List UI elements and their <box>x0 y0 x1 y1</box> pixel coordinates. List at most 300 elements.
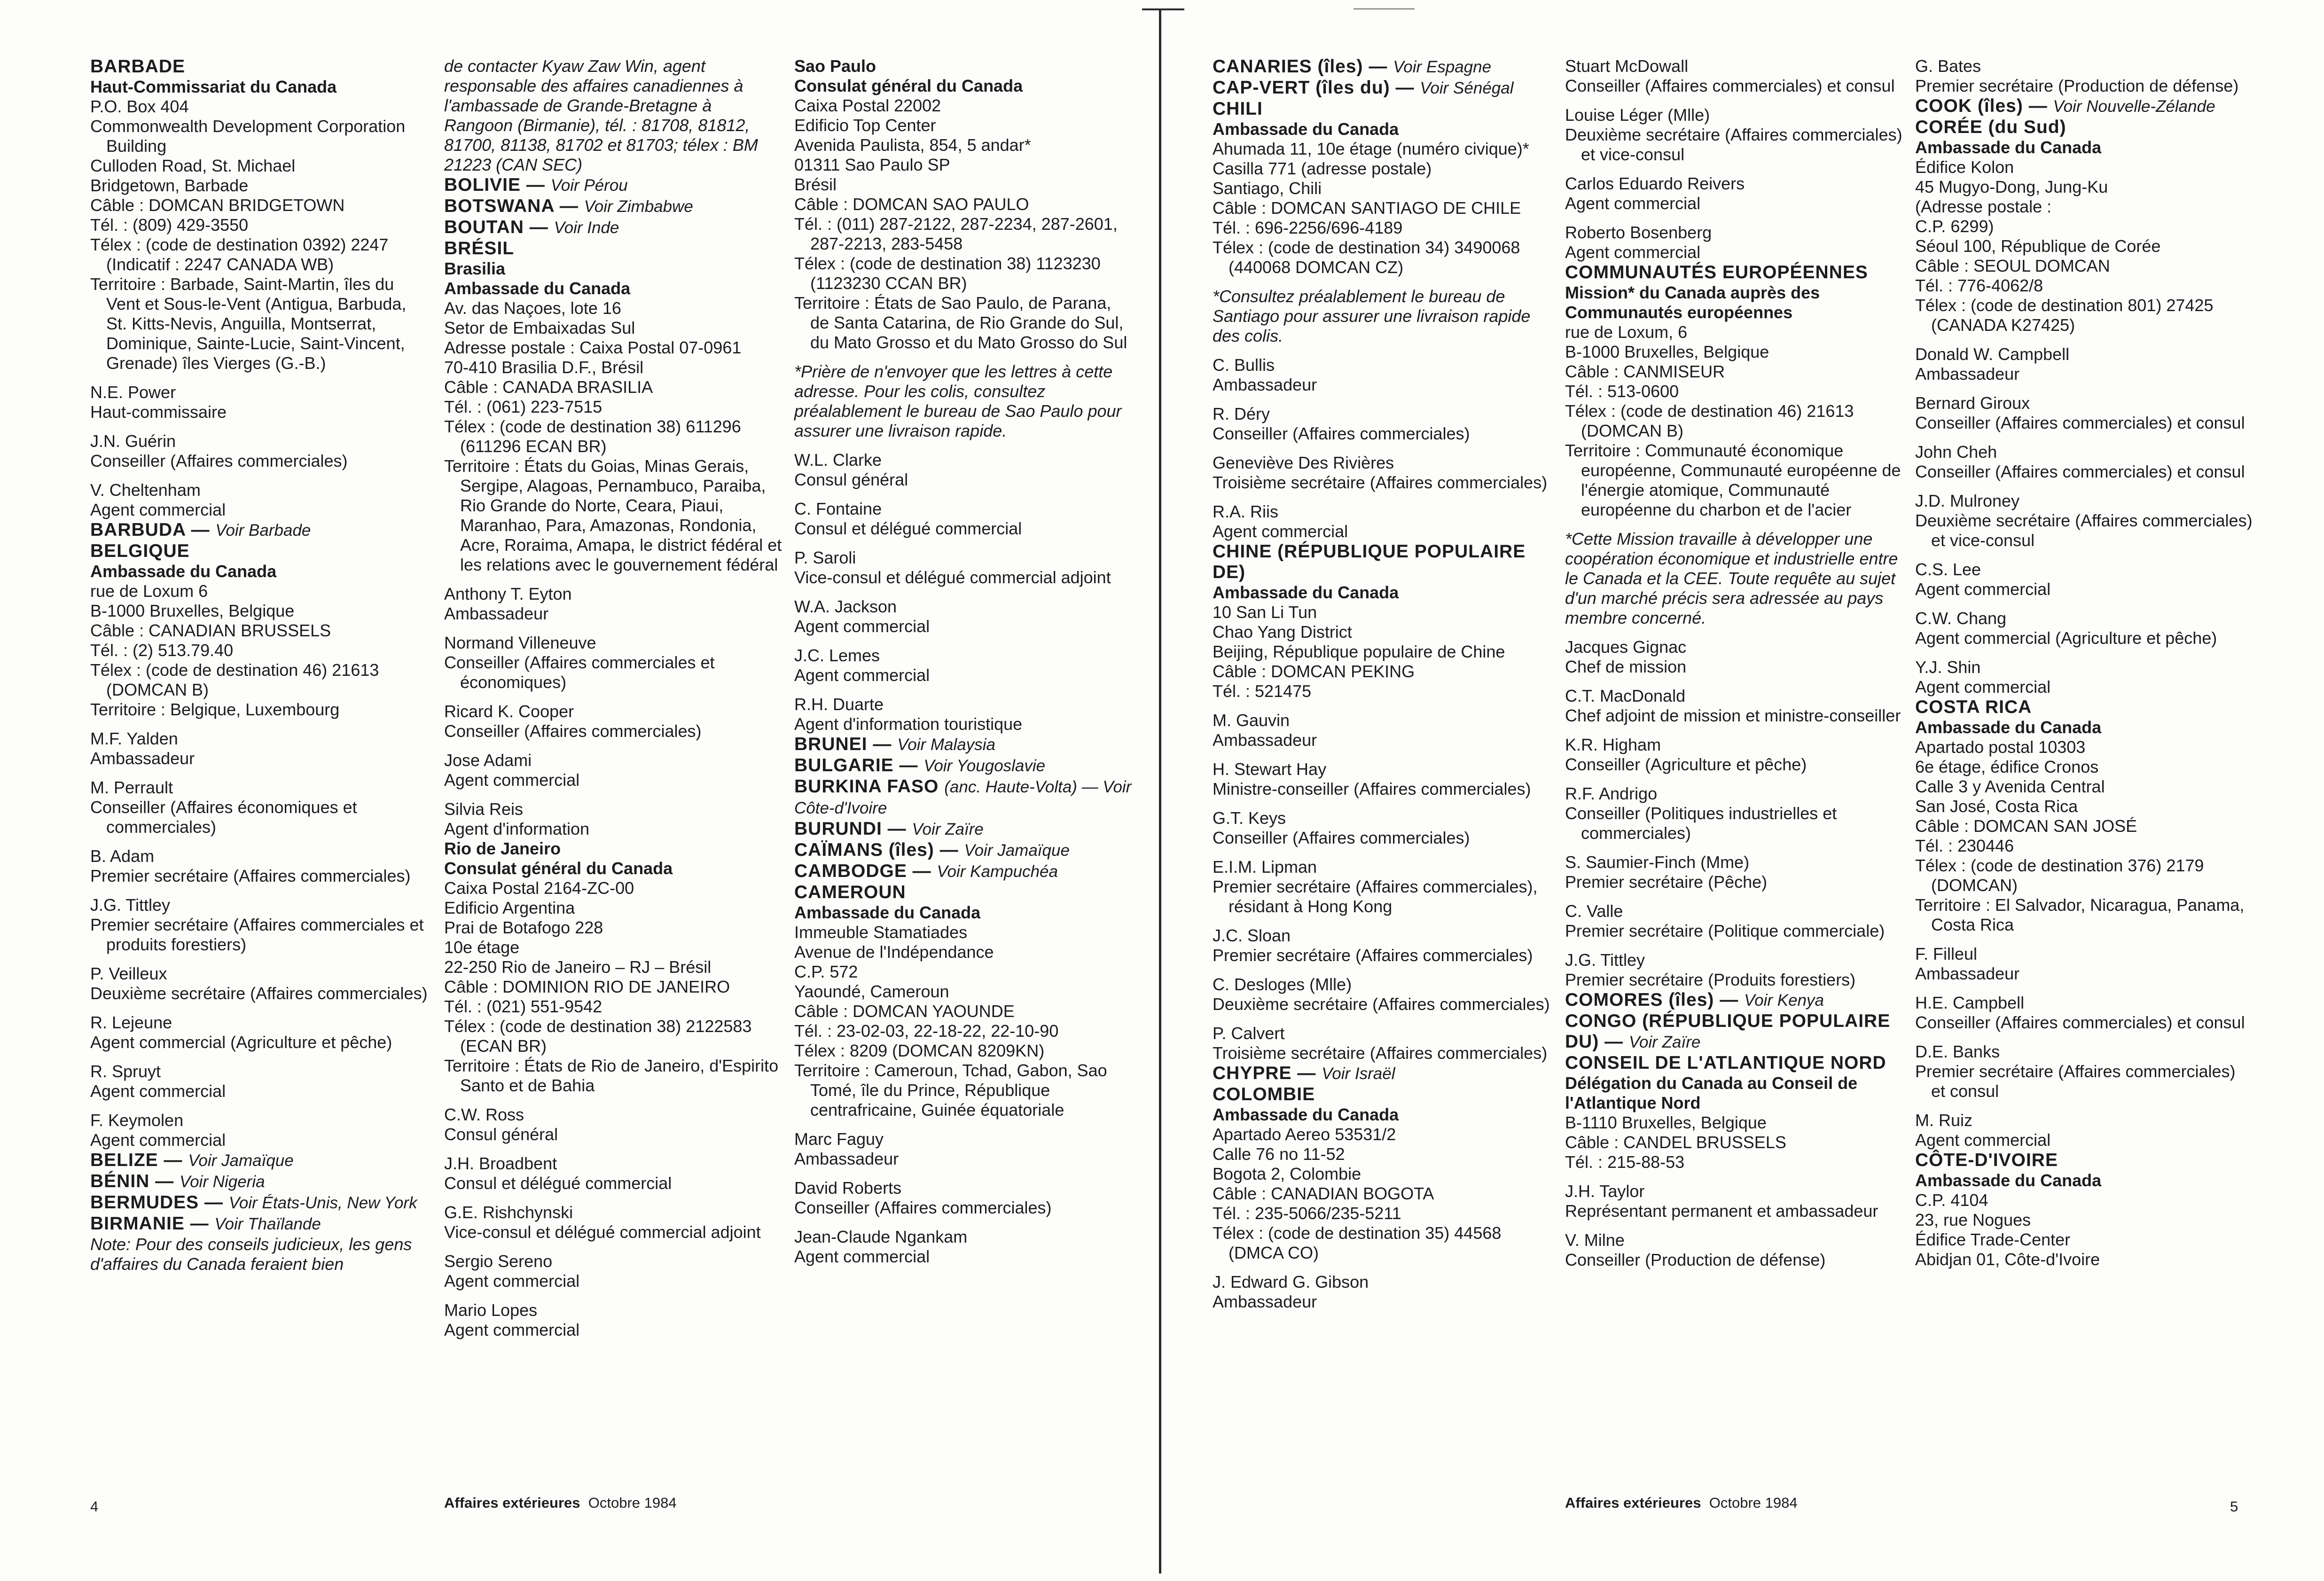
address-line: (Adresse postale : <box>1915 197 2052 216</box>
staff-entry <box>1565 56 1903 96</box>
staff-entry <box>794 499 1133 539</box>
staff-name: C.S. Lee <box>1915 560 1981 579</box>
staff-entry <box>90 480 429 520</box>
country-name: BÉNIN — <box>90 1171 174 1191</box>
staff-name: J.G. Tittley <box>1565 950 1645 970</box>
staff-entry <box>1915 560 2254 599</box>
top-rule <box>1354 8 1415 9</box>
address-line: Tél. : (021) 551-9542 <box>444 997 603 1016</box>
staff-entry <box>1915 344 2254 384</box>
address-line: Télex : (code de destination 46) 21613 (DOMCAN B) <box>90 660 379 699</box>
mission-name: Ambassade du Canada <box>1915 1171 2102 1190</box>
left-page-column-2 <box>444 56 782 1340</box>
staff-role: Consul et délégué commercial <box>444 1174 672 1193</box>
staff-role: Agent commercial <box>1565 243 1701 262</box>
address-line: Câble : DOMCAN YAOUNDE <box>794 1002 1015 1021</box>
staff-name: J.N. Guérin <box>90 431 176 451</box>
staff-role: Premier secrétaire (Affaires commerciales) et consul <box>1915 1062 2236 1101</box>
staff-entry <box>90 1013 429 1052</box>
staff-name: W.L. Clarke <box>794 450 882 470</box>
staff-role: Ambassadeur <box>90 749 195 768</box>
staff-entry <box>794 597 1133 636</box>
staff-name: C. Valle <box>1565 901 1623 921</box>
address-line: Tél. : (061) 223-7515 <box>444 397 603 416</box>
address-line: Télex : (code de destination 376) 2179 (DOMCAN) <box>1915 856 2204 895</box>
address-line: Territoire : Cameroun, Tchad, Gabon, Sao Tomé, île du Prince, République centrafricaine, Guinée équatoriale <box>794 1061 1107 1119</box>
country-name: BERMUDES — <box>90 1192 224 1213</box>
staff-entry <box>794 1227 1133 1267</box>
right-footer <box>1565 1495 1798 1511</box>
staff-entry <box>444 1154 782 1193</box>
country-name: CANARIES (îles) — <box>1213 56 1388 77</box>
cross-reference <box>1213 1063 1551 1084</box>
cross-reference <box>1213 56 1551 78</box>
mission-name: Ambassade du Canada <box>1213 119 1399 139</box>
staff-role: Conseiller (Affaires économiques et commerciales) <box>90 798 357 837</box>
cross-reference <box>1565 1011 1903 1053</box>
staff-role: Vice-consul et délégué commercial adjoint <box>444 1222 761 1242</box>
country-heading: COMMUNAUTÉS EUROPÉENNES <box>1565 262 1868 282</box>
staff-role: Agent commercial <box>90 1130 226 1150</box>
staff-entry <box>1565 901 1903 941</box>
address-line: Edificio Argentina <box>444 898 575 917</box>
staff-entry <box>1915 56 2254 96</box>
country-name: CONGO (RÉPUBLIQUE POPULAIRE DU) — <box>1565 1011 1891 1052</box>
cross-reference <box>794 840 1133 861</box>
staff-role: Premier secrétaire (Pêche) <box>1565 872 1768 892</box>
address-line: Télex : (code de destination 0392) 2247 (Indicatif : 2247 CANADA WB) <box>90 235 389 274</box>
staff-role: Chef de mission <box>1565 657 1687 676</box>
staff-role: Conseiller (Agriculture et pêche) <box>1565 755 1807 774</box>
country-name: COMORES (îles) — <box>1565 990 1739 1010</box>
country-name: CAMBODGE — <box>794 861 931 881</box>
staff-name: C.W. Ross <box>444 1105 524 1124</box>
staff-entry <box>1213 857 1551 916</box>
staff-entry <box>1915 993 2254 1033</box>
staff-name: Donald W. Campbell <box>1915 344 2070 364</box>
address-line: Commonwealth Development Corporation Building <box>90 117 406 156</box>
staff-entry <box>1213 453 1551 493</box>
mission-name: Consulat général du Canada <box>794 76 1023 95</box>
staff-entry <box>90 778 429 837</box>
address-line: Avenida Paulista, 854, 5 andar* <box>794 135 1031 155</box>
staff-entry <box>1915 944 2254 984</box>
staff-role: Conseiller (Affaires commerciales) <box>444 721 702 741</box>
staff-entry <box>794 646 1133 685</box>
staff-name: P. Veilleux <box>90 964 167 983</box>
country-name: BOUTAN — <box>444 217 548 237</box>
address-line: Yaoundé, Cameroun <box>794 982 949 1001</box>
staff-entry <box>90 846 429 886</box>
staff-role: Conseiller (Affaires commerciales) <box>794 1198 1052 1217</box>
staff-role: Agent commercial <box>90 500 226 519</box>
staff-role: Premier secrétaire (Affaires commerciales) <box>90 866 411 885</box>
see-reference: Voir Thaïlande <box>214 1215 321 1233</box>
staff-role: Ministre-conseiller (Affaires commerciales) <box>1213 779 1531 798</box>
staff-name: M.F. Yalden <box>90 729 178 748</box>
staff-entry <box>1213 355 1551 395</box>
address-line: 22-250 Rio de Janeiro – RJ – Brésil <box>444 957 712 977</box>
staff-role: Premier secrétaire (Politique commerciale) <box>1565 921 1885 940</box>
address-line: Edificio Top Center <box>794 116 936 135</box>
staff-entry <box>444 1203 782 1242</box>
left-footer-title: Affaires extérieures <box>444 1495 580 1511</box>
address-line: Bogota 2, Colombie <box>1213 1164 1362 1183</box>
staff-name: Mario Lopes <box>444 1300 538 1320</box>
staff-name: G.E. Rishchynski <box>444 1203 573 1222</box>
staff-entry <box>1213 926 1551 965</box>
address-line: Bridgetown, Barbade <box>90 176 249 195</box>
address-line: Territoire : États du Goias, Minas Gerais, Sergipe, Alagoas, Pernambuco, Paraiba, Rio Grande do Norte, Ceara, Piaui, Maranhao, Para, Amazonas, Rondonia, Acre, Roraima, Amapa, le district fédéral et les relations avec le gouvernement fédéral <box>444 456 782 574</box>
staff-role: Troisième secrétaire (Affaires commerciales) <box>1213 1043 1548 1063</box>
staff-entry <box>1565 174 1903 213</box>
staff-entry <box>1213 759 1551 799</box>
address-line: 23, rue Nogues <box>1915 1210 2031 1229</box>
note-text: *Cette Mission travaille à développer une coopération économique et industrielle entre le Canada et la CEE. Toute requête au sujet d'un marché précis sera adressée au pays membre concerné. <box>1565 529 1898 627</box>
staff-role: Vice-consul et délégué commercial adjoint <box>794 568 1111 587</box>
country-name: CHYPRE — <box>1213 1063 1316 1083</box>
staff-role: Agent d'information <box>444 819 590 838</box>
address-line: Tél. : (2) 513.79.40 <box>90 641 234 660</box>
right-footer-title: Affaires extérieures <box>1565 1495 1701 1511</box>
staff-entry <box>1565 105 1903 164</box>
staff-name: G. Bates <box>1915 56 1981 76</box>
see-reference: Voir Zaïre <box>1629 1033 1701 1051</box>
address-line: Abidjan 01, Côte-d'Ivoire <box>1915 1250 2100 1269</box>
country-heading: CORÉE (du Sud) <box>1915 117 2066 137</box>
staff-role: Deuxième secrétaire (Affaires commerciales) <box>90 984 428 1003</box>
staff-name: R.F. Andrigo <box>1565 784 1658 803</box>
staff-entry <box>1213 975 1551 1014</box>
staff-entry <box>1565 950 1903 990</box>
staff-name: C.T. MacDonald <box>1565 686 1686 705</box>
see-reference: Voir Inde <box>554 219 619 237</box>
mission-name: Rio de Janeiro <box>444 839 561 858</box>
staff-role: Deuxième secrétaire (Affaires commerciales) et vice-consul <box>1915 511 2253 550</box>
cross-reference <box>444 196 782 217</box>
staff-role: Chef adjoint de mission et ministre-conseiller <box>1565 706 1901 725</box>
staff-role: Conseiller (Affaires commerciales) et consul <box>1915 1013 2245 1032</box>
see-reference: Voir Kampuchéa <box>937 862 1058 881</box>
address-line: Caixa Postal 2164-ZC-00 <box>444 878 634 898</box>
staff-role: Premier secrétaire (Production de défense) <box>1915 76 2239 95</box>
staff-entry <box>1565 735 1903 775</box>
cross-reference <box>90 1171 429 1192</box>
address-line: Câble : CANADIAN BRUSSELS <box>90 621 331 640</box>
staff-name: V. Cheltenham <box>90 480 201 500</box>
mission-name: Sao Paulo <box>794 56 876 76</box>
address-line: Calle 3 y Avenida Central <box>1915 777 2105 796</box>
address-line: Calle 76 no 11-52 <box>1213 1144 1345 1164</box>
staff-name: B. Adam <box>90 846 155 866</box>
staff-role: Agent commercial (Agriculture et pêche) <box>90 1033 392 1052</box>
address-line: Tél. : 513-0600 <box>1565 382 1679 401</box>
staff-name: Anthony T. Eyton <box>444 584 572 603</box>
staff-role: Agent commercial <box>90 1081 226 1101</box>
staff-role: Deuxième secrétaire (Affaires commerciales) et vice-consul <box>1565 125 1902 164</box>
country-heading: CHINE (RÉPUBLIQUE POPULAIRE DE) <box>1213 541 1526 582</box>
staff-role: Conseiller (Affaires commerciales) <box>90 451 348 470</box>
staff-entry <box>90 1062 429 1101</box>
staff-role: Conseiller (Affaires commerciales) et consul <box>1915 462 2245 481</box>
staff-name: Silvia Reis <box>444 799 524 819</box>
staff-entry <box>90 431 429 471</box>
left-page-column-1 <box>90 56 429 1274</box>
note-text: *Prière de n'envoyer que les lettres à cette adresse. Pour les colis, consultez préalablement le bureau de Sao Paulo pour assurer une livraison rapide. <box>794 362 1122 440</box>
staff-entry <box>1565 1230 1903 1270</box>
staff-name: C. Bullis <box>1213 355 1275 375</box>
see-reference: Voir Espagne <box>1393 58 1492 76</box>
staff-role: Agent commercial (Agriculture et pêche) <box>1915 628 2217 648</box>
staff-role: Premier secrétaire (Affaires commerciales et produits forestiers) <box>90 915 424 954</box>
address-line: Télex : (code de destination 34) 3490068 (440068 DOMCAN CZ) <box>1213 238 1520 277</box>
country-heading: CONSEIL DE L'ATLANTIQUE NORD <box>1565 1053 1886 1073</box>
address-line: Caixa Postal 22002 <box>794 96 941 115</box>
address-line: Tél. : 235-5066/235-5211 <box>1213 1204 1401 1223</box>
staff-entry <box>1915 1111 2254 1150</box>
mission-name: Ambassade du Canada <box>1915 138 2102 157</box>
see-reference: Voir Sénégal <box>1420 79 1514 97</box>
address-line: San José, Costa Rica <box>1915 797 2078 816</box>
staff-role: Premier secrétaire (Produits forestiers) <box>1565 970 1856 989</box>
staff-entry <box>1915 1042 2254 1101</box>
staff-name: H. Stewart Hay <box>1213 759 1327 779</box>
staff-entry <box>90 383 429 422</box>
cross-reference <box>90 1150 429 1171</box>
staff-name: J.C. Lemes <box>794 646 880 665</box>
staff-name: R. Déry <box>1213 404 1270 423</box>
address-line: Édifice Kolon <box>1915 157 2014 177</box>
address-line: 10 San Li Tun <box>1213 603 1317 622</box>
mission-name: Haut-Commissariat du Canada <box>90 77 337 96</box>
address-line: B-1000 Bruxelles, Belgique <box>1565 342 1769 361</box>
staff-name: J. Edward G. Gibson <box>1213 1272 1369 1291</box>
staff-role: Agent d'information touristique <box>794 714 1023 734</box>
staff-name: D.E. Banks <box>1915 1042 2000 1061</box>
staff-name: Marc Faguy <box>794 1129 884 1149</box>
staff-name: Jean-Claude Ngankam <box>794 1227 968 1246</box>
country-name: BARBUDA — <box>90 520 210 540</box>
country-name: BURKINA FASO <box>794 776 939 797</box>
mission-name: Brasilia <box>444 259 506 278</box>
staff-entry <box>794 450 1133 490</box>
staff-entry <box>1565 1182 1903 1221</box>
staff-role: Ambassadeur <box>1213 375 1317 394</box>
staff-entry <box>90 964 429 1003</box>
mission-name: Délégation du Canada au Conseil de l'Atlantique Nord <box>1565 1073 1858 1112</box>
see-reference: Voir Malaysia <box>897 736 995 754</box>
see-reference: Voir Pérou <box>550 176 628 195</box>
country-name: CAP-VERT (îles du) — <box>1213 78 1415 98</box>
cross-reference <box>1915 96 2254 117</box>
staff-entry <box>1565 784 1903 843</box>
staff-role: Ambassadeur <box>1915 964 2020 983</box>
country-heading: CHILI <box>1213 99 1263 119</box>
staff-name: M. Gauvin <box>1213 711 1290 730</box>
country-name: BRUNEI — <box>794 734 892 754</box>
staff-role: Agent commercial <box>794 665 930 685</box>
country-heading: BARBADE <box>90 56 185 77</box>
staff-entry <box>794 1129 1133 1169</box>
staff-entry <box>444 1252 782 1291</box>
staff-name: J.C. Sloan <box>1213 926 1291 945</box>
staff-name: H.E. Campbell <box>1915 993 2025 1012</box>
staff-role: Agent commercial <box>444 1271 580 1291</box>
cross-reference <box>794 819 1133 840</box>
address-line: 45 Mugyo-Dong, Jung-Ku <box>1915 177 2108 196</box>
address-line: Câble : SEOUL DOMCAN <box>1915 256 2110 275</box>
address-line: 01311 Sao Paulo SP <box>794 155 950 174</box>
staff-name: Geneviève Des Rivières <box>1213 453 1394 472</box>
cross-reference <box>794 776 1133 819</box>
staff-role: Deuxième secrétaire (Affaires commerciales) <box>1213 994 1550 1014</box>
address-line: Territoire : Barbade, Saint-Martin, îles du Vent et Sous-le-Vent (Antigua, Barbuda, St. Kitts-Nevis, Anguilla, Montserrat, Dominique, Sainte-Lucie, Saint-Vincent, Grenade) îles Vierges (G.-B.) <box>90 274 407 373</box>
address-line: Avenue de l'Indépendance <box>794 942 994 962</box>
staff-role: Agent commercial <box>1565 194 1701 213</box>
address-line: Câble : DOMCAN SAO PAULO <box>794 195 1029 214</box>
staff-name: Bernard Giroux <box>1915 393 2030 413</box>
address-line: Territoire : Belgique, Luxembourg <box>90 700 340 719</box>
right-page-column-1 <box>1213 56 1551 1312</box>
see-reference: Voir Yougoslavie <box>923 757 1046 775</box>
staff-entry <box>1915 491 2254 550</box>
staff-name: W.A. Jackson <box>794 597 897 616</box>
address-line: Territoire : États de Rio de Janeiro, d'Espirito Santo et de Bahia <box>444 1056 779 1095</box>
staff-name: R. Spruyt <box>90 1062 161 1081</box>
staff-entry <box>444 1300 782 1340</box>
address-line: Câble : DOMCAN SAN JOSÉ <box>1915 816 2137 836</box>
note-text: *Consultez préalablement le bureau de Santiago pour assurer une livraison rapide des colis. <box>1213 287 1531 345</box>
staff-name: John Cheh <box>1915 442 1997 462</box>
right-page-column-3 <box>1915 56 2254 1269</box>
staff-name: Stuart McDowall <box>1565 56 1689 76</box>
staff-entry <box>444 751 782 790</box>
address-line: Adresse postale : Caixa Postal 07-0961 <box>444 338 742 357</box>
staff-name: C. Fontaine <box>794 499 882 518</box>
note-text: de contacter Kyaw Zaw Win, agent responsable des affaires canadiennes à l'ambassade de Grande-Bretagne à Rangoon (Birmanie), tél. : 81708, 81812, 81700, 81138, 81702 et 81703; télex : BM 21223 (CAN SEC) <box>444 56 758 174</box>
mission-name: Ambassade du Canada <box>1213 1105 1399 1124</box>
address-line: Câble : DOMCAN BRIDGETOWN <box>90 196 345 215</box>
staff-role: Conseiller (Affaires commerciales et économiques) <box>444 653 715 692</box>
staff-name: E.I.M. Lipman <box>1213 857 1317 877</box>
address-line: Télex : (code de destination 38) 2122583 (ECAN BR) <box>444 1017 752 1056</box>
address-line: rue de Loxum, 6 <box>1565 322 1688 342</box>
address-line: Immeuble Stamatiades <box>794 923 968 942</box>
staff-entry <box>794 695 1133 734</box>
cross-reference <box>1213 78 1551 99</box>
address-line: Télex : 8209 (DOMCAN 8209KN) <box>794 1041 1045 1060</box>
staff-entry <box>1213 808 1551 848</box>
staff-role: Conseiller (Affaires commerciales) et consul <box>1565 76 1895 95</box>
address-line: B-1110 Bruxelles, Belgique <box>1565 1113 1767 1132</box>
staff-role: Consul général <box>444 1125 558 1144</box>
address-line: Télex : (code de destination 46) 21613 (DOMCAN B) <box>1565 401 1854 440</box>
staff-name: J.H. Taylor <box>1565 1182 1645 1201</box>
staff-name: P. Saroli <box>794 548 856 567</box>
staff-entry <box>1915 393 2254 433</box>
staff-role: Consul général <box>794 470 908 489</box>
staff-name: Ricard K. Cooper <box>444 702 574 721</box>
mission-name: Ambassade du Canada <box>1915 718 2102 737</box>
address-line: Brésil <box>794 175 837 194</box>
cross-reference <box>90 1192 429 1213</box>
staff-entry <box>444 799 782 839</box>
address-line: Édifice Trade-Center <box>1915 1230 2071 1249</box>
country-name: COOK (îles) — <box>1915 96 2048 116</box>
address-line: Beijing, République populaire de Chine <box>1213 642 1505 661</box>
country-name: BOLIVIE — <box>444 175 545 195</box>
staff-entry <box>1565 637 1903 677</box>
staff-name: Jose Adami <box>444 751 532 770</box>
staff-entry <box>1565 686 1903 726</box>
cross-reference <box>794 755 1133 776</box>
see-reference: Voir Jamaïque <box>964 841 1070 860</box>
staff-role: Agent commercial <box>1213 522 1348 541</box>
staff-name: M. Ruiz <box>1915 1111 1973 1130</box>
staff-entry <box>1213 502 1551 541</box>
cross-reference <box>444 175 782 196</box>
address-line: Territoire : El Salvador, Nicaragua, Panama, Costa Rica <box>1915 895 2245 934</box>
address-line: P.O. Box 404 <box>90 97 189 116</box>
staff-role: Conseiller (Production de défense) <box>1565 1250 1826 1269</box>
see-reference: Voir Nigeria <box>180 1173 265 1191</box>
staff-role: Consul et délégué commercial <box>794 519 1022 538</box>
staff-name: V. Milne <box>1565 1230 1625 1250</box>
address-line: C.P. 6299) <box>1915 217 1994 236</box>
address-line: Télex : (code de destination 801) 27425 (CANADA K27425) <box>1915 296 2214 335</box>
mission-name: Mission* du Canada auprès des Communautés européennes <box>1565 283 1820 322</box>
staff-entry <box>1213 1272 1551 1312</box>
mission-name: Ambassade du Canada <box>444 279 631 298</box>
staff-entry <box>444 584 782 624</box>
right-page-column-2 <box>1565 56 1903 1270</box>
country-heading: BELGIQUE <box>90 541 190 561</box>
right-footer-date: Octobre 1984 <box>1709 1495 1798 1511</box>
address-line: Câble : CANDEL BRUSSELS <box>1565 1133 1786 1152</box>
address-line: Télex : (code de destination 35) 44568 (DMCA CO) <box>1213 1223 1502 1262</box>
see-reference: Voir Israël <box>1322 1064 1395 1083</box>
staff-role: Agent commercial <box>794 617 930 636</box>
gutter-top-mark <box>1142 8 1184 10</box>
address-line: Câble : DOMCAN SANTIAGO DE CHILE <box>1213 198 1521 218</box>
staff-role: Conseiller (Affaires commerciales) <box>1213 424 1470 443</box>
cross-reference <box>794 861 1133 882</box>
staff-name: M. Perrault <box>90 778 173 797</box>
staff-name: G.T. Keys <box>1213 808 1286 828</box>
staff-role: Agent commercial <box>1915 579 2051 599</box>
see-reference: Voir Barbade <box>215 521 311 540</box>
staff-role: Agent commercial <box>444 1320 580 1339</box>
staff-name: J.D. Mulroney <box>1915 491 2020 510</box>
address-line: C.P. 572 <box>794 962 858 981</box>
staff-name: N.E. Power <box>90 383 176 402</box>
staff-name: P. Calvert <box>1213 1024 1285 1043</box>
address-line: Tél. : 215-88-53 <box>1565 1152 1685 1172</box>
address-line: Santiago, Chili <box>1213 179 1322 198</box>
address-line: Télex : (code de destination 38) 1123230 (1123230 CCAN BR) <box>794 254 1101 293</box>
staff-role: Ambassadeur <box>794 1149 899 1168</box>
staff-role: Haut-commissaire <box>90 402 227 422</box>
address-line: Câble : CANADA BRASILIA <box>444 377 653 397</box>
staff-name: S. Saumier-Finch (Mme) <box>1565 853 1750 872</box>
staff-name: Normand Villeneuve <box>444 633 596 652</box>
address-line: 6e étage, édifice Cronos <box>1915 757 2099 776</box>
staff-role: Premier secrétaire (Affaires commerciales) <box>1213 946 1533 965</box>
staff-name: Louise Léger (Mlle) <box>1565 105 1710 125</box>
country-name: BIRMANIE — <box>90 1213 209 1234</box>
address-line: Câble : CANADIAN BOGOTA <box>1213 1184 1434 1203</box>
see-reference: Voir Kenya <box>1744 991 1824 1010</box>
